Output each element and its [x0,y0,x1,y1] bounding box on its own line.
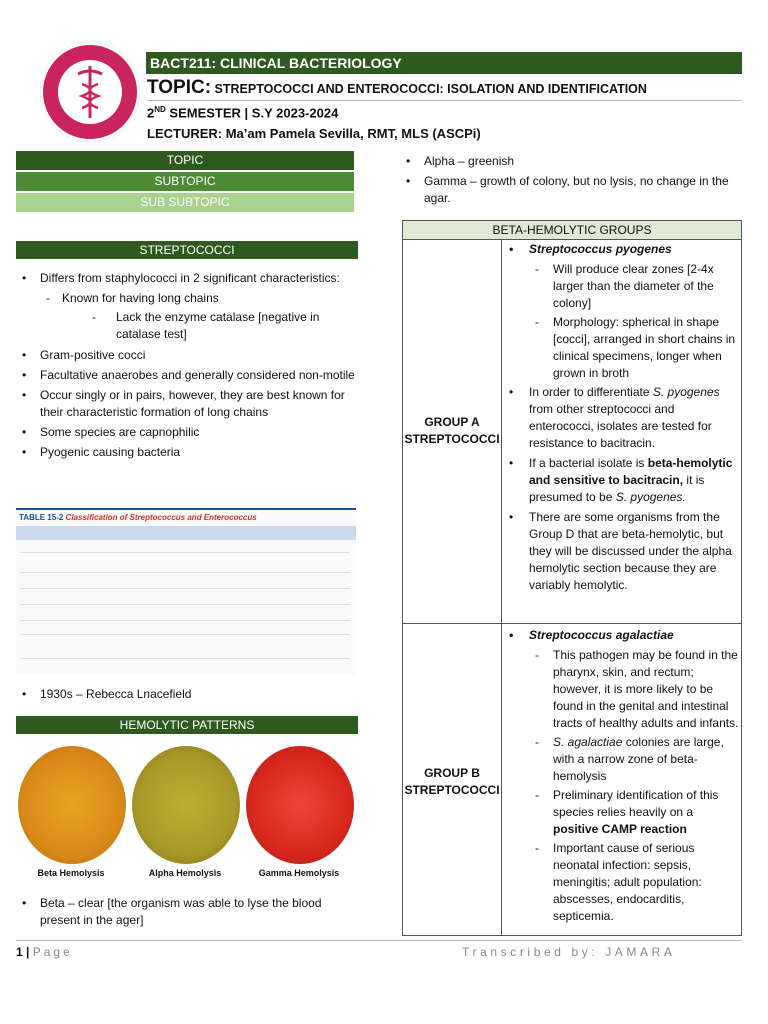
divider [147,100,742,101]
group-b-content [503,627,739,927]
university-logo [40,42,140,142]
list-item: • If a bacterial isolate is beta-hemolytic and sensitive to bacitracin, it is presumed to be S. pyogenes. [503,455,739,506]
list-subitem: - Important cause of serious neonatal infection: sepsis, meningitis; adult population: abscesses, endocarditis, septicemia. [503,840,739,925]
table-header: BETA-HEMOLYTIC GROUPS [403,221,741,240]
plate-label: Alpha Hemolysis [148,868,222,878]
list-subitem: - Preliminary identification of this species relies heavily on a positive CAMP reaction [503,787,739,838]
list-item: • Facultative anaerobes and generally considered non-motile [16,367,358,384]
table-row [20,634,350,635]
divider [403,623,741,624]
plate-label: Beta Hemolysis [37,868,105,878]
list-item: • Pyogenic causing bacteria [16,444,358,461]
legend-topic: TOPIC [16,151,354,170]
caduceus-icon [58,60,122,124]
list-item: • Gram-positive cocci [16,347,358,364]
semester-line: 2ND SEMESTER | S.Y 2023-2024 [147,105,339,121]
table-row [20,572,350,573]
table-header-row [16,526,356,540]
beta-plate [18,746,126,864]
list-item: • Some species are capnophilic [16,424,358,441]
group-a-content [503,241,739,597]
list-subitem: - Morphology: spherical in shape [cocci], arranged in short chains in clinical specimens, longer when grown in broth [503,314,739,382]
list-subsubitem: - Lack the enzyme catalase [negative in catalase test] [16,309,358,343]
group-b-label: GROUP B STREPTOCOCCI [404,766,500,797]
topic-heading [147,77,647,99]
list-item: • In order to differentiate S. pyogenes from other streptococci and enterococci, isolates are tested for resistance to bacitracin. [503,384,739,452]
list-item: • There are some organisms from the Group D that are beta-hemolytic, but they will be discussed under the alpha hemolytic section because they are variably hemolytic. [503,509,739,594]
divider [501,239,502,935]
course-title: BACT211: CLINICAL BACTERIOLOGY [146,52,742,74]
table-row [20,588,350,589]
footer-divider [16,940,742,941]
list-item: • Differs from staphylococci in 2 significant characteristics: [16,270,358,287]
beta-list [16,895,346,932]
topic-text: STREPTOCOCCI AND ENTEROCOCCI: ISOLATION AND IDENTIFICATION [214,82,647,96]
hemolysis-plates-image [16,742,358,882]
beta-hemolytic-table [402,220,742,936]
list-subitem: - Known for having long chains [16,290,358,307]
legend-subsubtopic: SUB SUBTOPIC [16,193,354,212]
gamma-plate [246,746,354,864]
table-row [20,658,350,659]
topic-label: TOPIC: [147,77,212,98]
hemolysis-types-list [400,153,750,210]
section-hemolytic-patterns: HEMOLYTIC PATTERNS [16,716,358,734]
list-item: • Streptococcus agalactiae [503,627,739,644]
table-row [20,552,350,553]
transcriber-credit: Transcribed by: JAMARA [462,945,676,959]
history-list [16,686,358,706]
list-item: • Streptococcus pyogenes [503,241,739,258]
table-row [20,604,350,605]
list-item: • Occur singly or in pairs, however, they are best known for their characteristic formation of long chains [16,387,358,421]
list-subitem: - This pathogen may be found in the pharynx, skin, and rectum; however, it is more likely to be found in the genital and intestinal tracts of healthy adults and infants. [503,647,739,732]
table-caption: TABLE 15-2 Classification of Streptococcus and Enterococcus [19,513,257,522]
page-number: 1 | Page [16,945,73,959]
lecturer-line: LECTURER: Ma’am Pamela Sevilla, RMT, MLS (ASCPi) [147,126,481,141]
list-subitem: - S. agalactiae colonies are large, with a narrow zone of beta-hemolysis [503,734,739,785]
list-item: • Beta – clear [the organism was able to lyse the blood present in the ager] [16,895,346,929]
alpha-plate [132,746,240,864]
list-item: • Gamma – growth of colony, but no lysis, no change in the agar. [400,173,750,207]
legend-subtopic: SUBTOPIC [16,172,354,191]
list-subitem: - Will produce clear zones [2-4x larger than the diameter of the colony] [503,261,739,312]
plate-label: Gamma Hemolysis [258,868,340,878]
section-streptococci: STREPTOCOCCI [16,241,358,259]
streptococci-list [16,270,358,464]
list-item: • Alpha – greenish [400,153,750,170]
table-row [20,620,350,621]
group-a-label: GROUP A STREPTOCOCCI [404,415,500,446]
classification-table-image [16,508,356,674]
list-item: • 1930s – Rebecca Lnacefield [16,686,358,703]
